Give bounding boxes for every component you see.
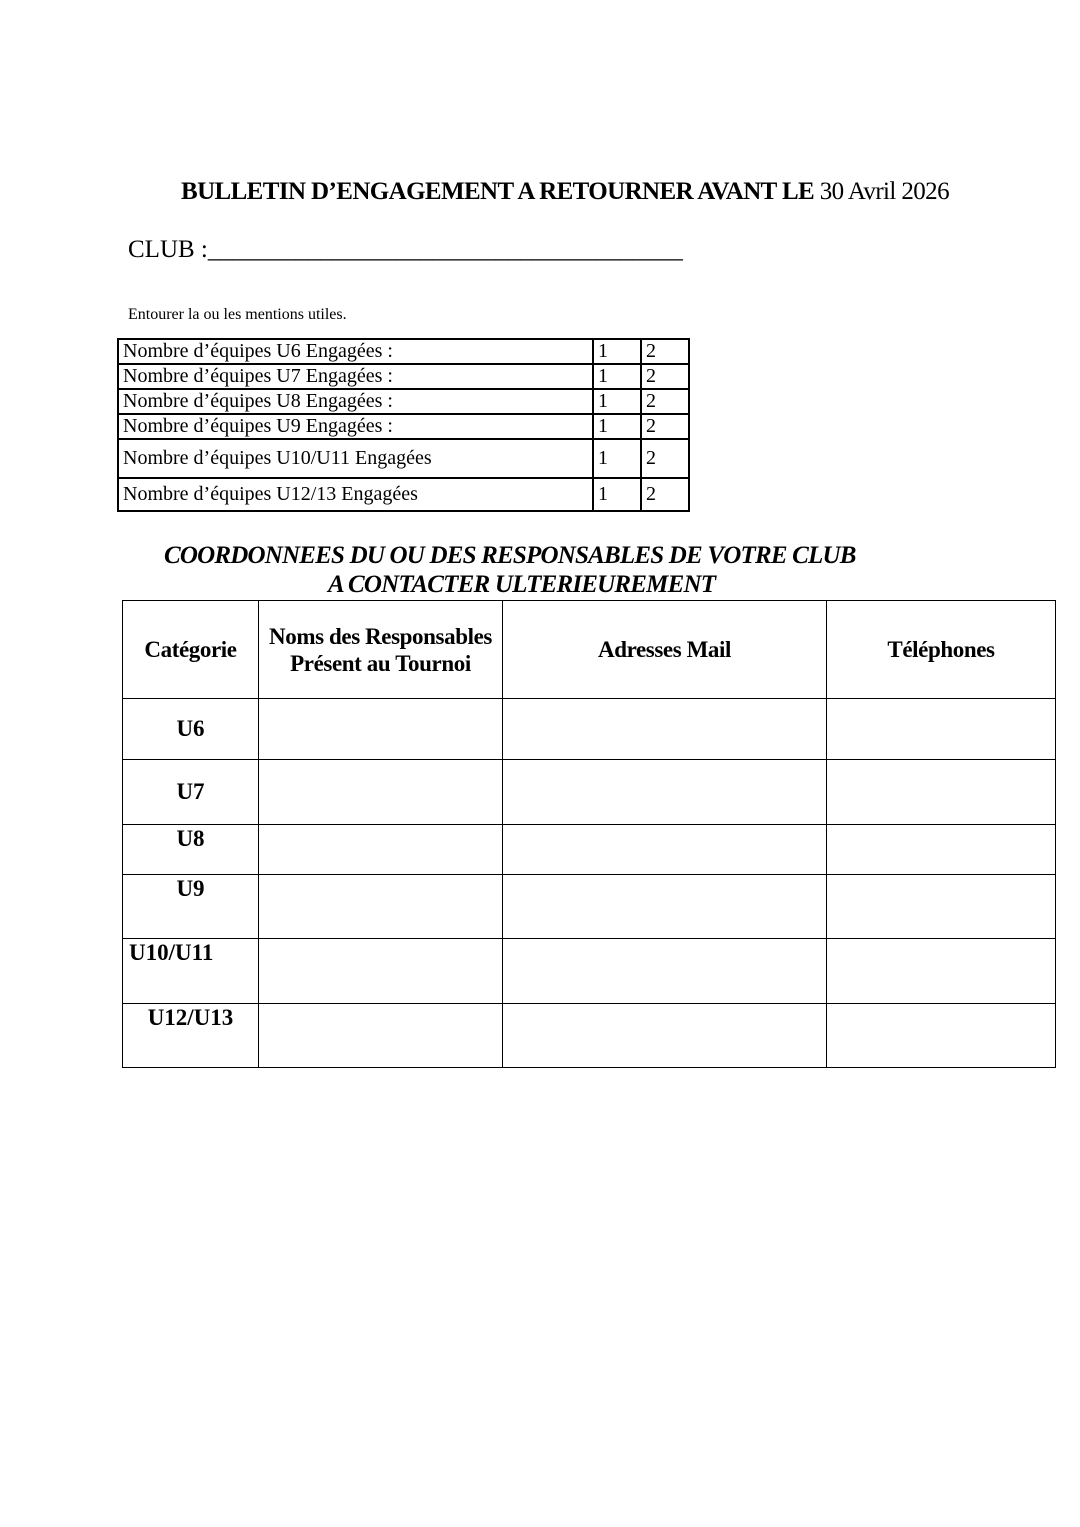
phone-cell[interactable] bbox=[827, 939, 1056, 1004]
email-cell[interactable] bbox=[503, 939, 827, 1004]
column-header-emails: Adresses Mail bbox=[503, 601, 827, 699]
contacts-heading-line2: A CONTACTER ULTERIEUREMENT bbox=[328, 571, 716, 598]
phone-cell[interactable] bbox=[827, 875, 1056, 939]
contacts-header-row bbox=[123, 601, 1056, 699]
phone-cell[interactable] bbox=[827, 1004, 1056, 1068]
names-cell[interactable] bbox=[259, 699, 503, 760]
phone-cell[interactable] bbox=[827, 825, 1056, 875]
category-cell: U9 bbox=[123, 875, 259, 939]
teams-row-label: Nombre d’équipes U12/13 Engagées bbox=[118, 478, 593, 511]
contacts-row-u7 bbox=[123, 760, 1056, 825]
email-cell[interactable] bbox=[503, 825, 827, 875]
option-one[interactable]: 1 bbox=[593, 389, 641, 414]
contacts-row-u9 bbox=[123, 875, 1056, 939]
email-cell[interactable] bbox=[503, 1004, 827, 1068]
contacts-row-u8 bbox=[123, 825, 1056, 875]
teams-count-table bbox=[117, 338, 690, 512]
names-cell[interactable] bbox=[259, 760, 503, 825]
option-one[interactable]: 1 bbox=[593, 478, 641, 511]
teams-row-label: Nombre d’équipes U8 Engagées : bbox=[118, 389, 593, 414]
category-cell: U8 bbox=[123, 825, 259, 875]
teams-row-label: Nombre d’équipes U10/U11 Engagées bbox=[118, 439, 593, 478]
teams-row-u12-u13 bbox=[118, 478, 689, 511]
option-one[interactable]: 1 bbox=[593, 439, 641, 478]
teams-row-label: Nombre d’équipes U6 Engagées : bbox=[118, 339, 593, 364]
phone-cell[interactable] bbox=[827, 699, 1056, 760]
email-cell[interactable] bbox=[503, 699, 827, 760]
instruction-text: Entourer la ou les mentions utiles. bbox=[128, 306, 347, 323]
contacts-row-u10-u11 bbox=[123, 939, 1056, 1004]
option-two[interactable]: 2 bbox=[641, 364, 689, 389]
teams-row-u6 bbox=[118, 339, 689, 364]
category-cell: U12/U13 bbox=[123, 1004, 259, 1068]
names-cell[interactable] bbox=[259, 1004, 503, 1068]
option-two[interactable]: 2 bbox=[641, 414, 689, 439]
option-two[interactable]: 2 bbox=[641, 478, 689, 511]
option-two[interactable]: 2 bbox=[641, 389, 689, 414]
option-one[interactable]: 1 bbox=[593, 339, 641, 364]
phone-cell[interactable] bbox=[827, 760, 1056, 825]
title-text: BULLETIN D’ENGAGEMENT A RETOURNER AVANT LE bbox=[181, 178, 815, 205]
option-one[interactable]: 1 bbox=[593, 414, 641, 439]
contacts-row-u6 bbox=[123, 699, 1056, 760]
column-header-names-line1: Noms des Responsables bbox=[269, 623, 492, 649]
option-two[interactable]: 2 bbox=[641, 439, 689, 478]
category-cell: U10/U11 bbox=[123, 939, 259, 1004]
column-header-names bbox=[259, 601, 503, 699]
teams-row-u7 bbox=[118, 364, 689, 389]
category-cell: U7 bbox=[123, 760, 259, 825]
teams-row-u8 bbox=[118, 389, 689, 414]
names-cell[interactable] bbox=[259, 875, 503, 939]
column-header-category: Catégorie bbox=[123, 601, 259, 699]
contacts-heading-line1: COORDONNEES DU OU DES RESPONSABLES DE VOTRE CLUB bbox=[164, 542, 856, 569]
option-two[interactable]: 2 bbox=[641, 339, 689, 364]
teams-row-label: Nombre d’équipes U9 Engagées : bbox=[118, 414, 593, 439]
column-header-phones: Téléphones bbox=[827, 601, 1056, 699]
email-cell[interactable] bbox=[503, 760, 827, 825]
teams-row-u10-u11 bbox=[118, 439, 689, 478]
title-date: 30 Avril 2026 bbox=[819, 178, 949, 205]
category-cell: U6 bbox=[123, 699, 259, 760]
column-header-names-line2: Présent au Tournoi bbox=[290, 650, 471, 676]
teams-row-label: Nombre d’équipes U7 Engagées : bbox=[118, 364, 593, 389]
names-cell[interactable] bbox=[259, 939, 503, 1004]
names-cell[interactable] bbox=[259, 825, 503, 875]
contacts-table bbox=[122, 600, 1056, 1068]
form-title bbox=[181, 178, 949, 206]
email-cell[interactable] bbox=[503, 875, 827, 939]
club-field[interactable]: CLUB :______________________________________ bbox=[128, 236, 683, 263]
teams-row-u9 bbox=[118, 414, 689, 439]
option-one[interactable]: 1 bbox=[593, 364, 641, 389]
contacts-row-u12-u13 bbox=[123, 1004, 1056, 1068]
